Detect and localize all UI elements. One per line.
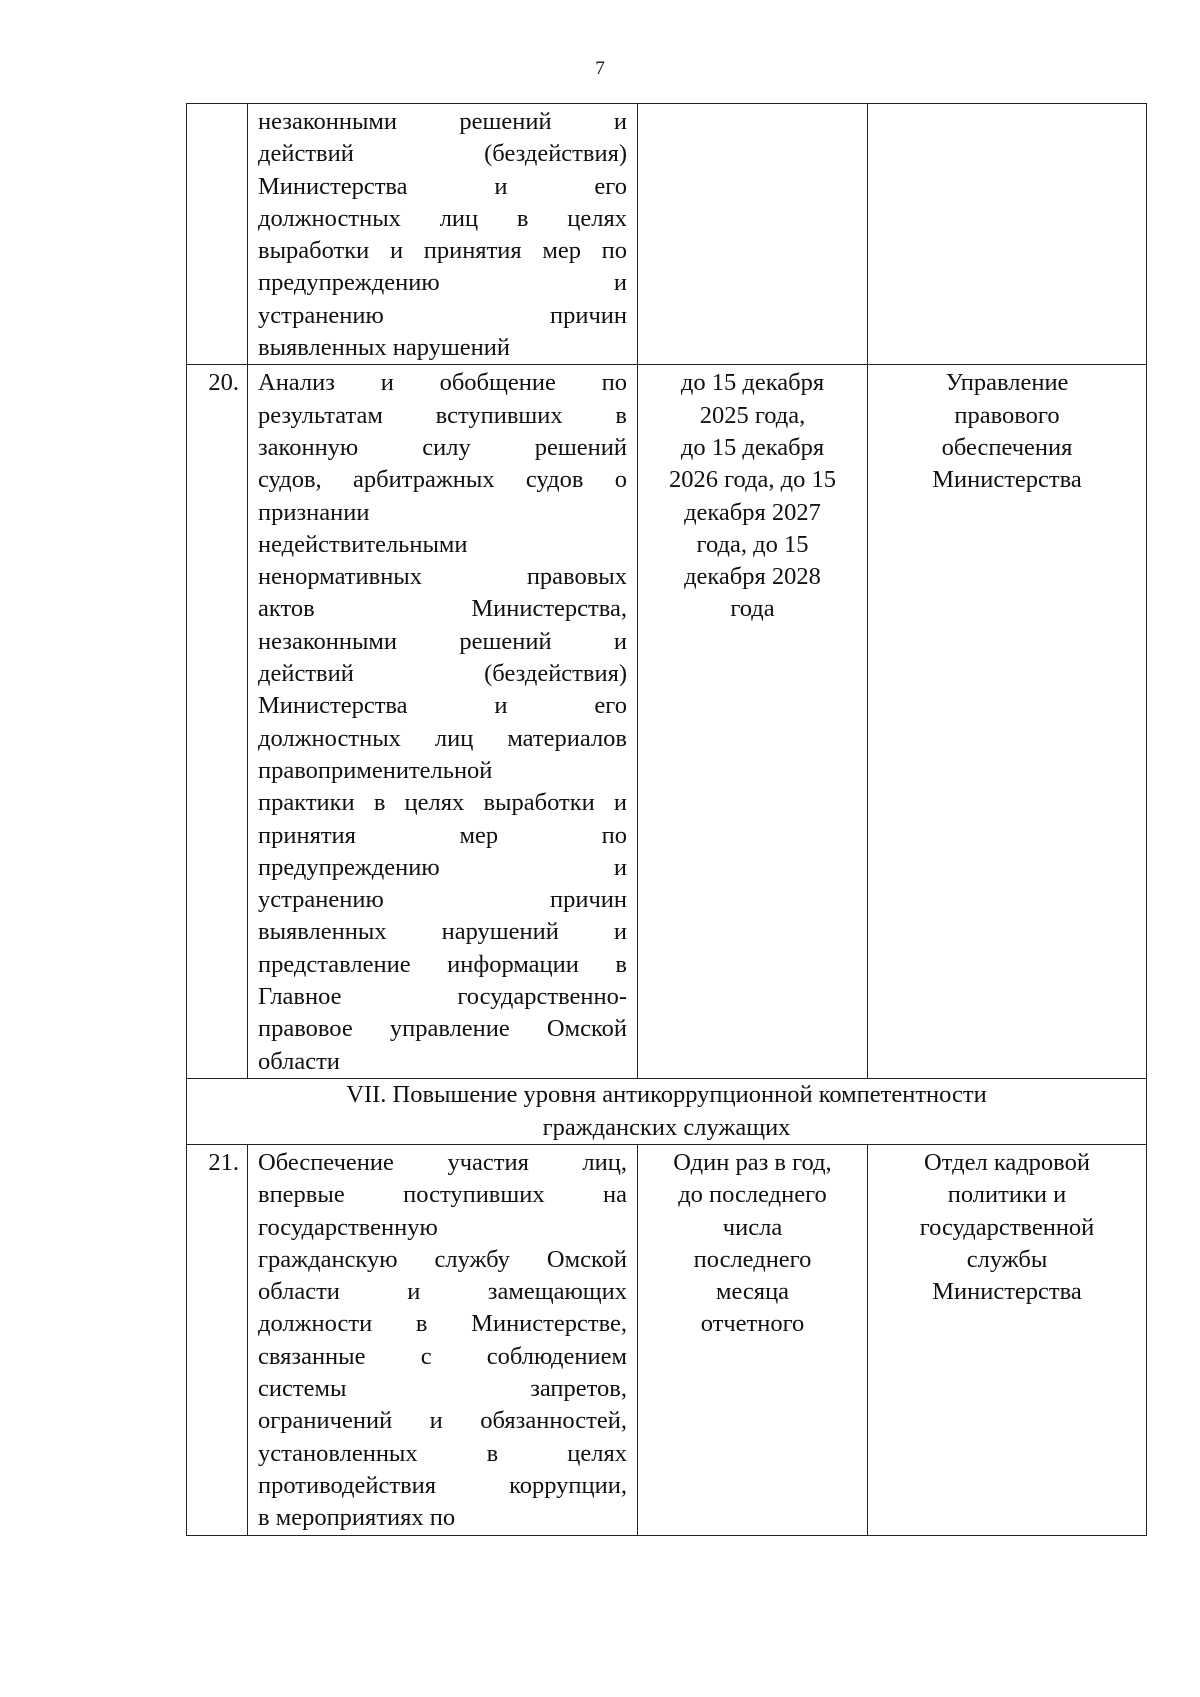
activity-cell bbox=[248, 104, 638, 365]
term-cell bbox=[638, 365, 868, 1079]
activity-text-line: судов, арбитражных судов о bbox=[258, 466, 627, 494]
cell-text-line: года, до 15 bbox=[696, 530, 809, 558]
activity-text-line: связанные с соблюдением bbox=[258, 1342, 627, 1370]
activity-cell bbox=[248, 365, 638, 1079]
cell-text-line: 2026 года, до 15 bbox=[668, 466, 837, 494]
term-cell bbox=[638, 104, 868, 365]
activity-text-line: предупреждению и bbox=[258, 269, 627, 297]
activity-text-line: выявленных нарушений и bbox=[258, 918, 627, 946]
activity-text-line: законную силу решений bbox=[258, 433, 627, 461]
cell-text-line: Один раз в год, bbox=[673, 1148, 832, 1176]
activity-text-line: Главное государственно- bbox=[258, 983, 627, 1011]
activity-text-line: представление информации в bbox=[258, 950, 627, 978]
activity-text-line: Министерства и его bbox=[258, 172, 627, 200]
cell-text-line: декабря 2027 bbox=[684, 498, 821, 526]
section-heading bbox=[187, 1079, 1147, 1145]
cell-text-line: политики и bbox=[947, 1181, 1067, 1209]
row-number bbox=[187, 104, 248, 365]
activity-text-line: должности в Министерстве, bbox=[258, 1310, 627, 1338]
responsible-cell bbox=[868, 365, 1147, 1079]
activity-text-line: признании bbox=[258, 498, 370, 526]
activity-text-line: недействительными bbox=[258, 530, 468, 558]
cell-text-line: обеспечения bbox=[941, 433, 1073, 461]
cell-text-line: Министерства bbox=[932, 1278, 1082, 1306]
row-number: 20. bbox=[187, 365, 248, 1079]
cell-text-line: до 15 декабря bbox=[680, 369, 825, 397]
cell-text-line: до последнего bbox=[678, 1181, 827, 1209]
activity-text-line: действий (бездействия) bbox=[258, 140, 627, 168]
activity-text-line: государственную bbox=[258, 1213, 438, 1241]
cell-text-line: правового bbox=[954, 401, 1060, 429]
table-row-21 bbox=[187, 1144, 1147, 1535]
activity-text-line: противодействия коррупции, bbox=[258, 1471, 627, 1499]
activity-text-line: ограничений и обязанностей, bbox=[258, 1407, 627, 1435]
activity-text-line: впервые поступивших на bbox=[258, 1181, 627, 1209]
responsible-cell bbox=[868, 104, 1147, 365]
activity-text-line: устранению причин bbox=[258, 886, 627, 914]
section-heading-line: VII. Повышение уровня антикоррупционной компетентности bbox=[346, 1081, 987, 1109]
cell-text-line: отчетного bbox=[700, 1310, 805, 1338]
activity-text-line: незаконными решений и bbox=[258, 108, 627, 135]
activity-text-line: действий (бездействия) bbox=[258, 660, 627, 688]
activity-text-line: Анализ и обобщение по bbox=[258, 369, 627, 397]
table-row-continued bbox=[187, 104, 1147, 365]
action-plan-table bbox=[186, 103, 1147, 1536]
section-heading-line: гражданских служащих bbox=[542, 1113, 791, 1141]
table-row-20 bbox=[187, 365, 1147, 1079]
cell-text-line: числа bbox=[722, 1213, 783, 1241]
cell-text-line: последнего bbox=[693, 1245, 812, 1273]
activity-text-line: в мероприятиях по bbox=[258, 1504, 456, 1532]
activity-text-line: выработки и принятия мер по bbox=[258, 237, 627, 265]
page-number: 7 bbox=[595, 58, 605, 79]
cell-text-line: Управление bbox=[945, 369, 1069, 397]
activity-text-line: принятия мер по bbox=[258, 821, 627, 849]
cell-text-line: месяца bbox=[715, 1278, 790, 1306]
activity-text-line: выявленных нарушений bbox=[258, 334, 510, 362]
activity-text-line: практики в целях выработки и bbox=[258, 789, 627, 817]
cell-text-line: службы bbox=[966, 1245, 1048, 1273]
term-cell bbox=[638, 1144, 868, 1535]
activity-text-line: Министерства и его bbox=[258, 692, 627, 720]
activity-text-line: области bbox=[258, 1047, 340, 1075]
cell-text-line: Отдел кадровой bbox=[924, 1148, 1090, 1176]
activity-text-line: правовое управление Омской bbox=[258, 1015, 627, 1043]
activity-text-line: правоприменительной bbox=[258, 756, 493, 784]
activity-text-line: системы запретов, bbox=[258, 1375, 627, 1403]
activity-text-line: предупреждению и bbox=[258, 853, 627, 881]
cell-text-line: декабря 2028 bbox=[684, 563, 821, 591]
row-number: 21. bbox=[187, 1144, 248, 1535]
responsible-cell bbox=[868, 1144, 1147, 1535]
activity-text-line: ненормативных правовых bbox=[258, 563, 627, 591]
cell-text-line: года bbox=[730, 595, 775, 623]
activity-text-line: установленных в целях bbox=[258, 1439, 627, 1467]
activity-text-line: результатам вступивших в bbox=[258, 401, 627, 429]
activity-text-line: гражданскую службу Омской bbox=[258, 1245, 627, 1273]
activity-text-line: Обеспечение участия лиц, bbox=[258, 1148, 627, 1176]
activity-cell bbox=[248, 1144, 638, 1535]
activity-text-line: должностных лиц материалов bbox=[258, 724, 627, 752]
activity-text-line: должностных лиц в целях bbox=[258, 204, 627, 232]
activity-text-line: устранению причин bbox=[258, 301, 627, 329]
cell-text-line: Министерства bbox=[932, 466, 1082, 494]
section-heading-row bbox=[187, 1079, 1147, 1145]
activity-text-line: незаконными решений и bbox=[258, 627, 627, 655]
cell-text-line: 2025 года, bbox=[699, 401, 806, 429]
activity-text-line: актов Министерства, bbox=[258, 595, 627, 623]
cell-text-line: до 15 декабря bbox=[680, 433, 825, 461]
cell-text-line: государственной bbox=[919, 1213, 1095, 1241]
activity-text-line: области и замещающих bbox=[258, 1278, 627, 1306]
